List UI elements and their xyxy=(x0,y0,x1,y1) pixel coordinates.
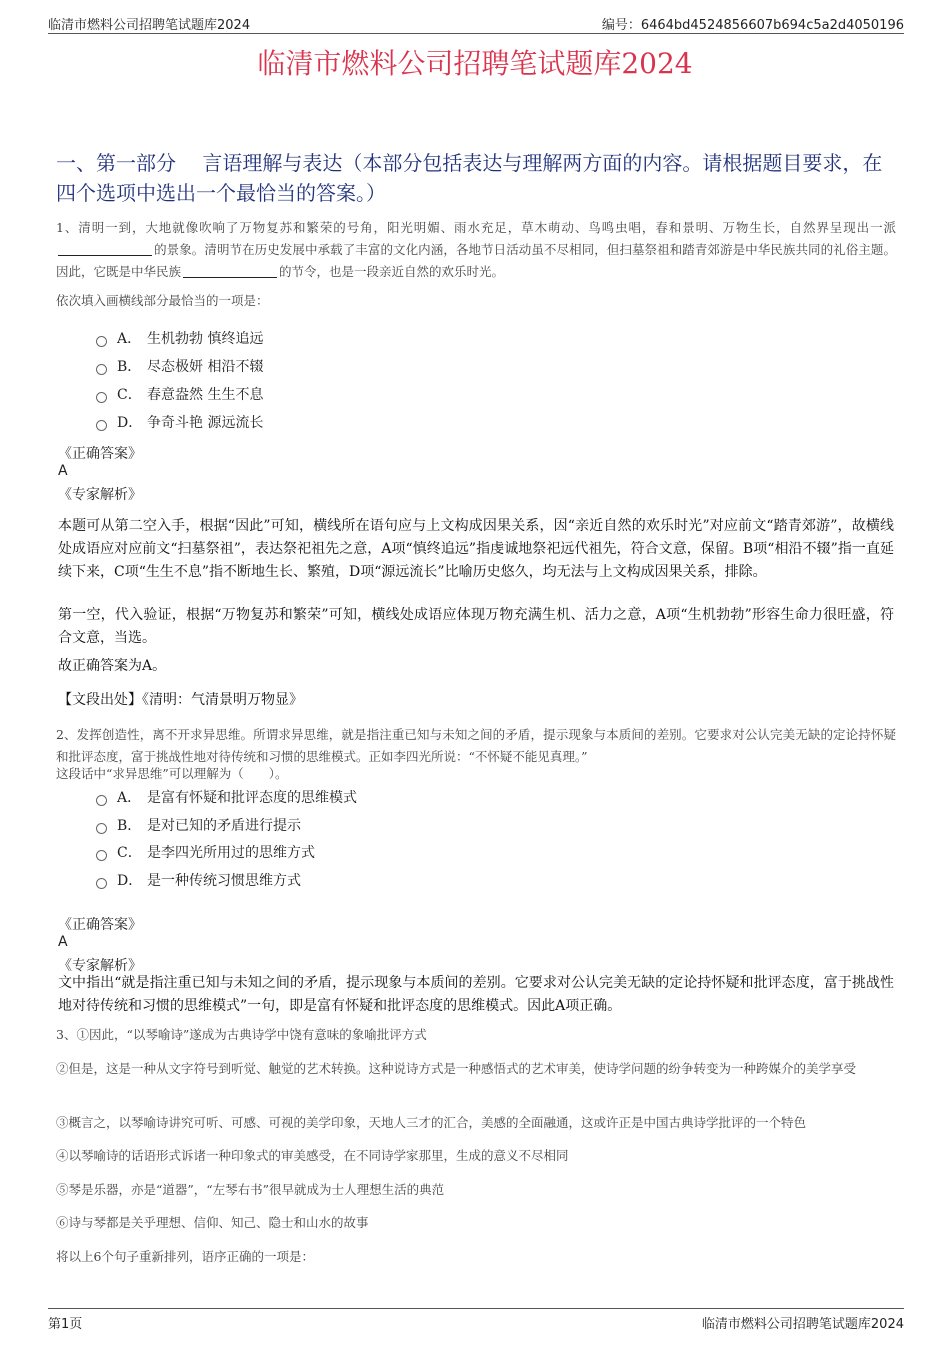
radio-icon[interactable] xyxy=(96,850,107,861)
q3-sentence-1: 3、①因此，“以琴喻诗”遂成为古典诗学中饶有意味的象喻批评方式 xyxy=(56,1027,427,1042)
q3-sentence-5: ⑤琴是乐器，亦是“道器”，“左琴右书”很早就成为士人理想生活的典范 xyxy=(56,1182,445,1197)
radio-icon[interactable] xyxy=(96,364,107,375)
radio-icon[interactable] xyxy=(96,823,107,834)
q1-answer-label: 《正确答案》 xyxy=(58,446,142,462)
q1-option-a[interactable]: A． 生机勃勃 慎终追远 xyxy=(96,328,263,350)
q2-answer-label: 《正确答案》 xyxy=(58,917,142,933)
q2-answer: A xyxy=(58,934,68,950)
q2-option-c[interactable]: C． 是李四光所用过的思维方式 xyxy=(96,842,315,864)
radio-icon[interactable] xyxy=(96,878,107,889)
q1-blank-2 xyxy=(183,263,277,278)
radio-icon[interactable] xyxy=(96,795,107,806)
q3-sentence-2: ②但是，这是一种从文字符号到听觉、触觉的艺术转换。这种说诗方式是一种感悟式的艺术审美，使诗学问题的纷争转变为一种跨媒介的美学享受 xyxy=(56,1061,857,1076)
q1-stem xyxy=(56,217,896,283)
radio-icon[interactable] xyxy=(96,336,107,347)
q1-stem-part-a: 1、清明一到，大地就像吹响了万物复苏和繁荣的号角，阳光明媚、雨水充足，草木萌动、鸟鸣虫唱，春和景明、万物生长，自然界呈现出一派 xyxy=(56,220,896,235)
section-heading: 一、第一部分 言语理解与表达（本部分包括表达与理解两方面的内容。请根据题目要求，在四个选项中选出一个最恰当的答案。） xyxy=(56,151,883,205)
q3-prompt: 将以上6个句子重新排列，语序正确的一项是： xyxy=(56,1249,314,1264)
q2-analysis-label: 《专家解析》 xyxy=(58,958,142,974)
q1-prompt: 依次填入画横线部分最恰当的一项是： xyxy=(56,293,269,308)
q1-blank-1 xyxy=(58,241,152,256)
header-divider xyxy=(48,33,904,34)
q1-analysis-1: 本题可从第二空入手，根据“因此”可知，横线所在语句应与上文构成因果关系，因“亲近自然的欢乐时光”对应前文“踏青郊游”，故横线处成语应对应前文“扫墓祭祖”，表达祭祀祖先之意，A项“慎终追远”指虔诚地祭祀远代祖先，符合文意，保留。B项“相沿不辍”指一直延续下来，C项“生生不息”指不断地生长、繁殖，D项“源远流长”比喻历史悠久，均无法与上文构成因果关系，排除。 xyxy=(58,518,894,580)
q1-answer: A xyxy=(58,463,68,479)
q2-option-d[interactable]: D． 是一种传统习惯思维方式 xyxy=(96,870,301,892)
radio-icon[interactable] xyxy=(96,420,107,431)
footer-divider xyxy=(48,1308,904,1309)
q1-conclusion: 故正确答案为A。 xyxy=(58,658,167,674)
q3-sentence-4: ④以琴喻诗的话语形式诉诸一种印象式的审美感受，在不同诗学家那里，生成的意义不尽相同 xyxy=(56,1148,569,1163)
q1-option-d[interactable]: D． 争奇斗艳 源远流长 xyxy=(96,412,263,434)
q2-question: 这段话中“求异思维”可以理解为（ ）。 xyxy=(56,766,288,781)
q1-stem-part-c: 的节令，也是一段亲近自然的欢乐时光。 xyxy=(279,264,505,279)
q1-analysis-2: 第一空，代入验证，根据“万物复苏和繁荣”可知，横线处成语应体现万物充满生机、活力之意，A项“生机勃勃”形容生命力很旺盛，符合文意，当选。 xyxy=(58,607,894,646)
q3-sentence-6: ⑥诗与琴都是关乎理想、信仰、知己、隐士和山水的故事 xyxy=(56,1215,369,1230)
header-doc-id: 编号：6464bd4524856607b694c5a2d4050196 xyxy=(601,18,904,33)
q2-option-a[interactable]: A． 是富有怀疑和批评态度的思维模式 xyxy=(96,787,357,809)
q3-sentence-3: ③概言之，以琴喻诗讲究可听、可感、可视的美学印象，天地人三才的汇合，美感的全面融通，这或许正是中国古典诗学批评的一个特色 xyxy=(56,1115,807,1130)
q1-stem-part-b: 的景象。清明节在历史发展中承载了丰富的文化内涵，各地节日活动虽不尽相同，但扫墓祭祖和踏青郊游是中华民族共同的礼俗主题。因此，它既是中华民族 xyxy=(56,242,896,279)
q1-analysis-label: 《专家解析》 xyxy=(58,487,142,503)
header-left-title: 临清市燃料公司招聘笔试题库2024 xyxy=(48,18,251,33)
q1-option-c[interactable]: C． 春意盎然 生生不息 xyxy=(96,384,263,406)
radio-icon[interactable] xyxy=(96,392,107,403)
q2-stem: 2、发挥创造性，离不开求异思维。所谓求异思维，就是指注重已知与未知之间的矛盾，提示现象与本质间的差别。它要求对公认完美无缺的定论持怀疑和批评态度，富于挑战性地对待传统和习惯的思维模式。正如李四光所说：“不怀疑不能见真理。” xyxy=(56,727,896,764)
q1-option-b[interactable]: B． 尽态极妍 相沿不辍 xyxy=(96,356,263,378)
page-title: 临清市燃料公司招聘笔试题库2024 xyxy=(257,47,693,80)
footer-title: 临清市燃料公司招聘笔试题库2024 xyxy=(701,1317,904,1332)
footer-page-number: 第1页 xyxy=(48,1317,83,1332)
q2-option-b[interactable]: B． 是对已知的矛盾进行提示 xyxy=(96,815,301,837)
q2-analysis: 文中指出“就是指注重已知与未知之间的矛盾，提示现象与本质间的差别。它要求对公认完美无缺的定论持怀疑和批评态度，富于挑战性地对待传统和习惯的思维模式”一句，即是富有怀疑和批评态度的思维模式。因此A项正确。 xyxy=(58,975,894,1014)
q1-source: 【文段出处】《清明：气清景明万物显》 xyxy=(58,692,303,708)
